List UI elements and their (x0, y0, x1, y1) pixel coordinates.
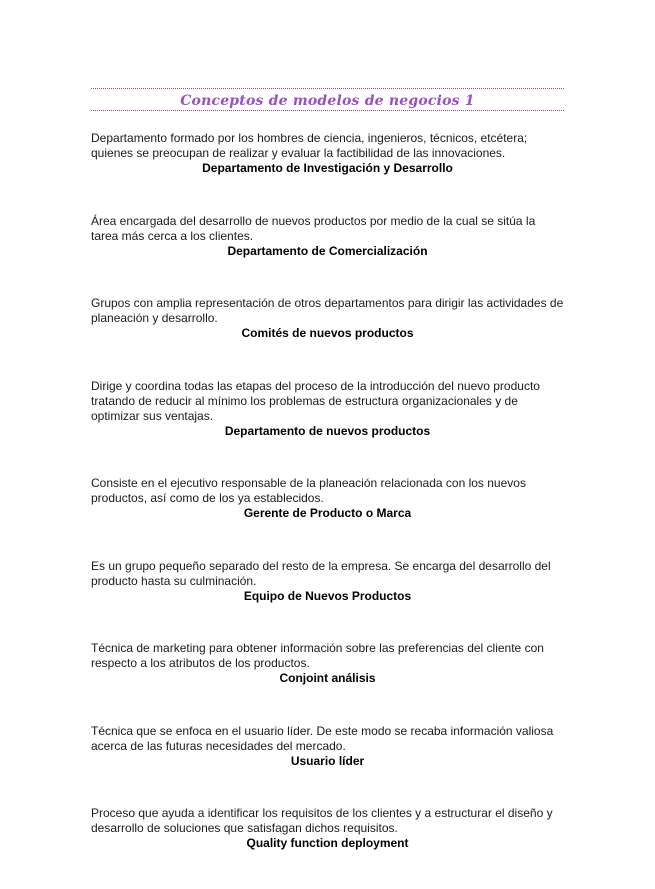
concept-description: Técnica de marketing para obtener información sobre las preferencias del cliente con respecto a los atributos de los productos. (91, 641, 544, 670)
concept-term: Departamento de Comercialización (227, 243, 428, 258)
concept-description: Técnica que se enfoca en el usuario líder. De este modo se recaba información valiosa acerca de las futuras necesidades del mercado. (91, 723, 554, 753)
concept-description: Consiste en el ejecutivo responsable de la planeación relacionada con los nuevos productos, así como de los ya establecidos. (91, 476, 526, 505)
concept-entry (91, 379, 564, 439)
concept-term: Departamento de nuevos productos (224, 423, 431, 438)
concept-entry (91, 296, 564, 341)
concept-term: Equipo de Nuevos Productos (243, 588, 412, 603)
concept-term: Usuario líder (290, 753, 365, 768)
concept-list (91, 131, 564, 889)
concept-description: Área encargada del desarrollo de nuevos productos por medio de la cual se sitúa la tarea más cerca a los clientes. (91, 213, 536, 243)
concept-description: Grupos con amplia representación de otros departamentos para dirigir las actividades de planeación y desarrollo. (91, 296, 564, 325)
concept-description: Es un grupo pequeño separado del resto de la empresa. Se encarga del desarrollo del producto hasta su culminación. (91, 558, 551, 588)
concept-entry (91, 724, 564, 769)
concept-term: Departamento de Investigación y Desarrollo (202, 161, 453, 175)
concept-description: Proceso que ayuda a identificar los requisitos de los clientes y a estructurar el diseño y desarrollo de soluciones que satisfagan dichos requisitos. (91, 806, 553, 835)
concept-entry (91, 806, 564, 851)
concept-term: Quality function deployment (246, 836, 409, 850)
concept-entry (91, 476, 564, 521)
concept-entry (91, 641, 564, 686)
concept-description: Departamento formado por los hombres de ciencia, ingenieros, técnicos, etcétera; quienes se preocupan de realizar y evaluar la factibilidad de las innovaciones. (91, 131, 528, 160)
concept-entry (91, 214, 564, 259)
concept-description: Dirige y coordina todas las etapas del proceso de la introducción del nuevo producto tratando de reducir al mínimo los problemas de estructura organizacionales y de optimizar sus ventajas. (91, 378, 540, 423)
concept-term: Gerente de Producto o Marca (243, 506, 412, 520)
concept-entry (91, 559, 564, 604)
concept-entry (91, 131, 564, 176)
concept-term: Comités de nuevos productos (241, 326, 414, 340)
concept-term: Conjoint análisis (279, 671, 376, 685)
document-title: Conceptos de modelos de negocios 1 (180, 93, 475, 109)
